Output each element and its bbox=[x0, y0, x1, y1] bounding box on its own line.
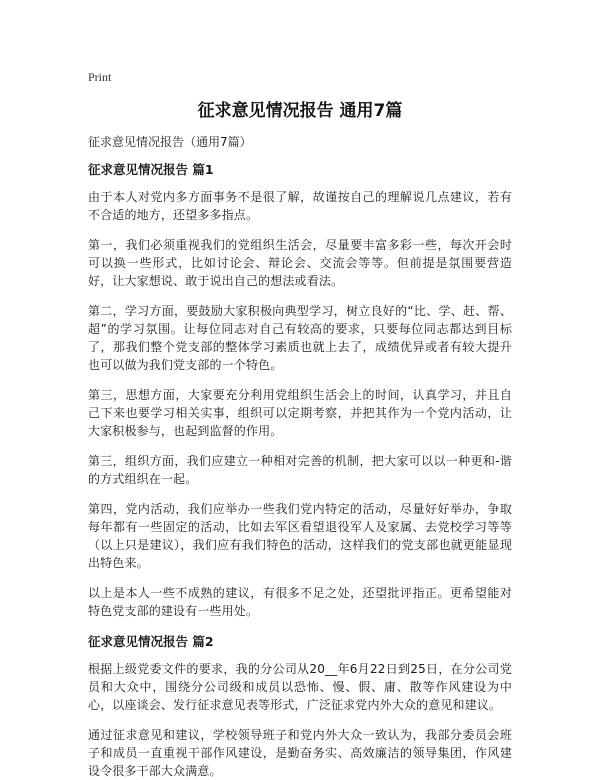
paragraph: 第三，思想方面，大家要充分利用党组织生活会上的时间，认真学习，并且自己下来也要学习相关实事，组织可以定期考察，并把其作为一个党内活动，让大家积极参与，也起到监督的作用。 bbox=[88, 388, 512, 438]
print-label: Print bbox=[88, 70, 112, 84]
section-heading: 征求意见情况报告 篇1 bbox=[88, 162, 214, 177]
paragraph: 通过征求意见和建议，学校领导班子和党内外大众一致认为，我部分委员会班子和成员一直重视干部作风建设，是勤奋务实、高效廉洁的领导集团，作风建设令很多干部大众满意。 bbox=[88, 728, 512, 778]
paragraph: 第四，党内活动，我们应举办一些我们党内特定的活动，尽量好好举办，争取每年都有一些固定的活动，比如去军区看望退役军人及家属、去党校学习等等（以上只是建议），我们应有我们特色的活动，这样我们的党支部也就更能显现出特色来。 bbox=[88, 502, 512, 570]
document-subtitle: 征求意见情况报告（通用7篇） bbox=[88, 135, 252, 149]
paragraph: 第三，组织方面，我们应建立一种相对完善的机制，把大家可以以一种更和-谐的方式组织在一起。 bbox=[88, 454, 512, 486]
paragraph: 根据上级党委文件的要求，我的分公司从20__年6月22日到25日，在分公司党员和大众中，围绕分公司级和成员以恐怖、慢、假、庸、散等作风建设为中心，以座谈会、发行征求意见表等形式，广泛征求党内外大众的意见和建议。 bbox=[88, 662, 512, 712]
section-2 bbox=[88, 634, 512, 780]
paragraph: 第二，学习方面，要鼓励大家积极向典型学习，树立良好的“比、学、赶、帮、超”的学习氛围。让每位同志对自己有较高的要求，只要每位同志都达到目标了，那我们整个党支部的整体学习素质也就上去了，成绩优异或者有较大提升也可以做为我们党支部的一个特色。 bbox=[88, 304, 512, 372]
paragraph: 由于本人对党内多方面事务不是很了解，故谨按自己的理解说几点建议，若有不合适的地方，还望多多指点。 bbox=[88, 190, 512, 222]
paragraph: 以上是本人一些不成熟的建议，有很多不足之处，还望批评指正。更希望能对特色党支部的建设有一些用处。 bbox=[88, 586, 512, 618]
section-1 bbox=[88, 162, 512, 620]
page-title: 征求意见情况报告 通用7篇 bbox=[197, 101, 403, 121]
paragraph: 第一，我们必须重视我们的党组织生活会，尽量要丰富多彩一些，每次开会时可以换一些形式，比如讨论会、辩论会、交流会等等。但前提是氛围要营造好，让大家想说、敢于说出自己的想法或看法。 bbox=[88, 238, 512, 288]
section-heading: 征求意见情况报告 篇2 bbox=[88, 634, 214, 649]
